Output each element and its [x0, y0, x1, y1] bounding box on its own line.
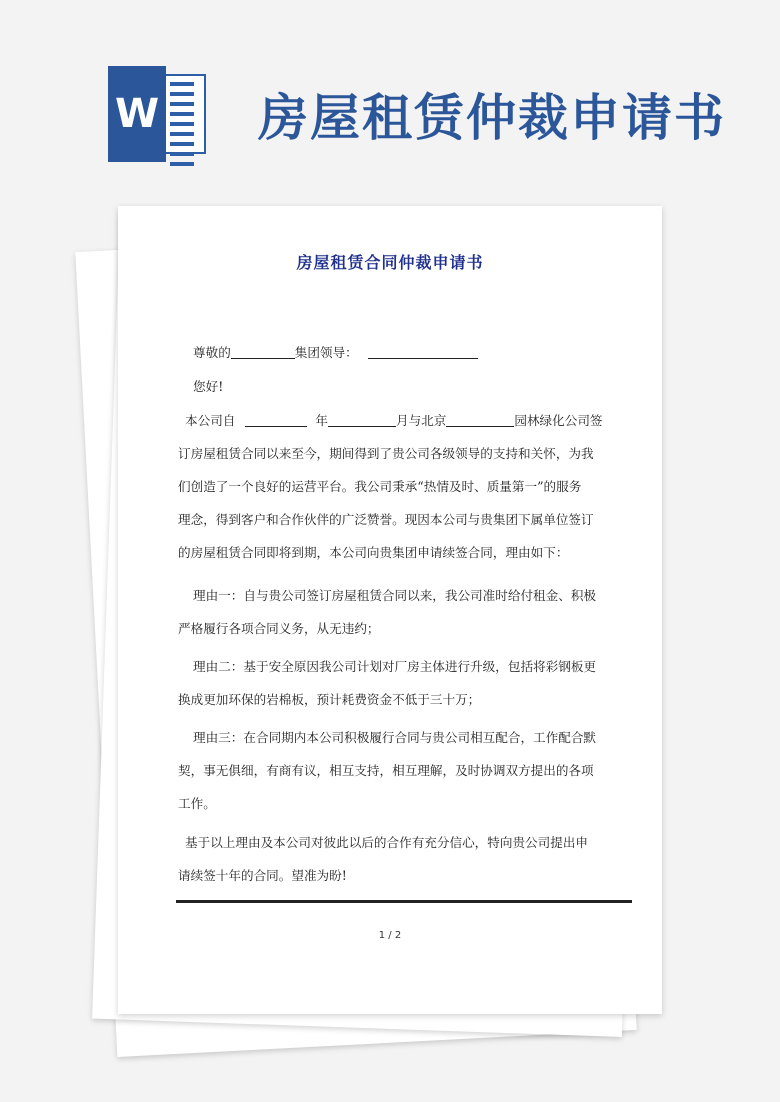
blank-line: [446, 412, 514, 427]
blank-line: [245, 412, 307, 427]
page-number: 1 / 2: [378, 930, 402, 941]
word-logo: [108, 66, 208, 162]
document-title: 房屋租赁合同仲裁申请书: [296, 253, 484, 272]
greeting: 您好!: [193, 379, 224, 394]
salutation-middle: 集团领导：: [294, 345, 358, 360]
paragraph-intro: 本公司自 年 月与北京 园林绿化公司签 订房屋租赁合同以来至今，期间得到了贵公司各级领导的支持和关怀，为我 们创造了一个良好的运营平台。我公司秉承“热情及时、质量第一”的服务 理念，得到客户和合作伙伴的广泛赞誉。现因本公司与贵集团下属单位签订 的房屋租赁合同即将到期，本公司向贵集团申请续签合同，理由如下：: [178, 413, 603, 560]
footer-rule: [176, 900, 632, 903]
paragraph-reason-three: 理由三：在合同期内本公司积极履行合同与贵公司相互配合，工作配合默 契，事无俱细，有商有议，相互支持，相互理解，及时协调双方提出的各项 工作。: [178, 730, 596, 811]
word-letter-icon: W: [108, 66, 166, 162]
paragraph-reason-one: 理由一：自与贵公司签订房屋租赁合同以来，我公司准时给付租金、积极 严格履行各项合同义务，从无违约；: [178, 588, 596, 636]
salutation: [178, 336, 632, 369]
paragraph-closing: 基于以上理由及本公司对彼此以后的合作有充分信心，特向贵公司提出申 请续签十年的合同。望准为盼!: [178, 835, 588, 883]
header-title: 房屋租赁仲裁申请书: [258, 89, 726, 147]
salutation-prefix: 尊敬的: [193, 345, 231, 360]
blank-line: [368, 344, 478, 359]
document-page: [118, 206, 662, 1014]
blank-line: [328, 412, 396, 427]
paragraph-reason-two: 理由二：基于安全原因我公司计划对厂房主体进行升级，包括将彩钢板更 换成更加环保的岩棉板，预计耗费资金不低于三十万；: [178, 659, 596, 707]
blank-line: [231, 344, 295, 359]
